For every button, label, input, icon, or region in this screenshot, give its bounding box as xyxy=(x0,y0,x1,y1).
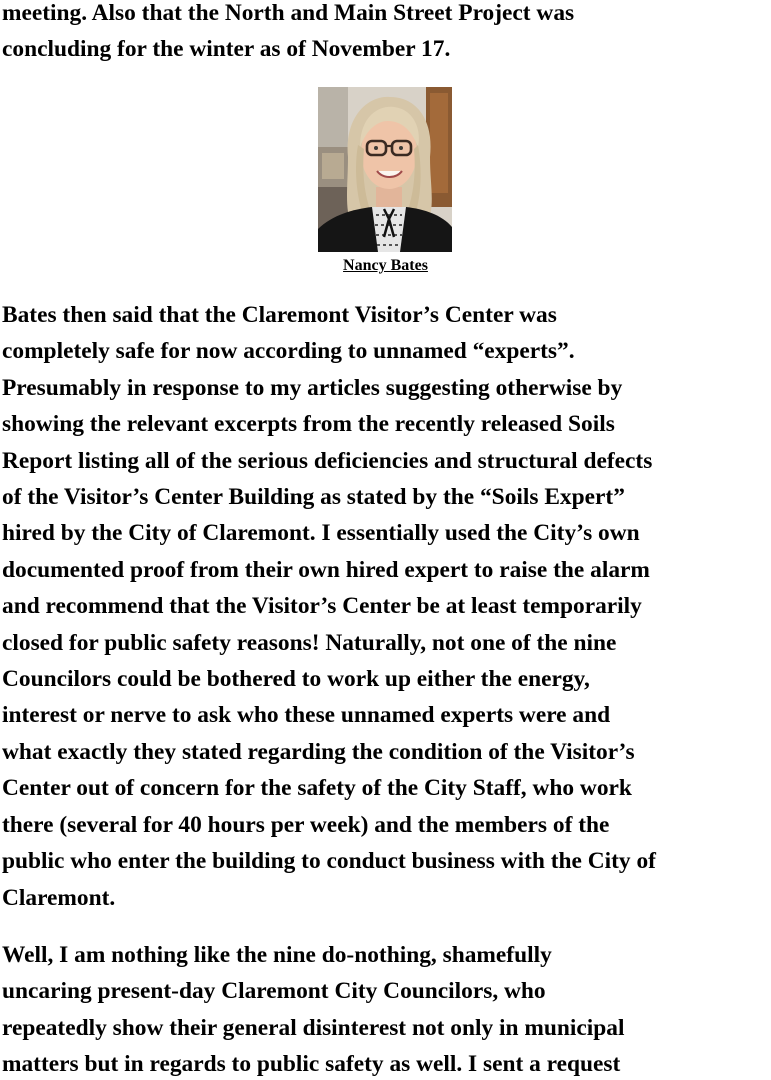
body-paragraph: Bates then said that the Claremont Visitor’s Center was completely safe for now according to unnamed “experts”. Presumably in response to my articles suggesting otherwise by showing the relevant excerpts from the recently released Soils Report listing all of the serious deficiencies and structural defects of the Visitor’s Center Building as stated by the “Soils Expert” hired by the City of Claremont. I essentially used the City’s own documented proof from their own hired expert to raise the alarm and recommend that the Visitor’s Center be at least temporarily closed for public safety reasons! Naturally, not one of the nine Councilors could be bothered to work up either the energy, interest or nerve to ask who these unnamed experts were and what exactly they stated regarding the condition of the Visitor’s Center out of concern for the safety of the City Staff, who work there (several for 40 hours per week) and the members of the public who enter the building to conduct business with the City of Claremont. xyxy=(2,302,656,911)
photo-caption: Nancy Bates xyxy=(343,257,428,274)
intro-paragraph: meeting. Also that the North and Main Street Project was concluding for the winter as of November 17. xyxy=(2,0,575,63)
body-paragraph: Well, I am nothing like the nine do-nothing, shamefully uncaring present-day Claremont City Councilors, who repeatedly show their general disinterest not only in municipal matters but in regards to public safety as well. I sent a request xyxy=(2,942,625,1078)
portrait-photo xyxy=(318,87,452,252)
